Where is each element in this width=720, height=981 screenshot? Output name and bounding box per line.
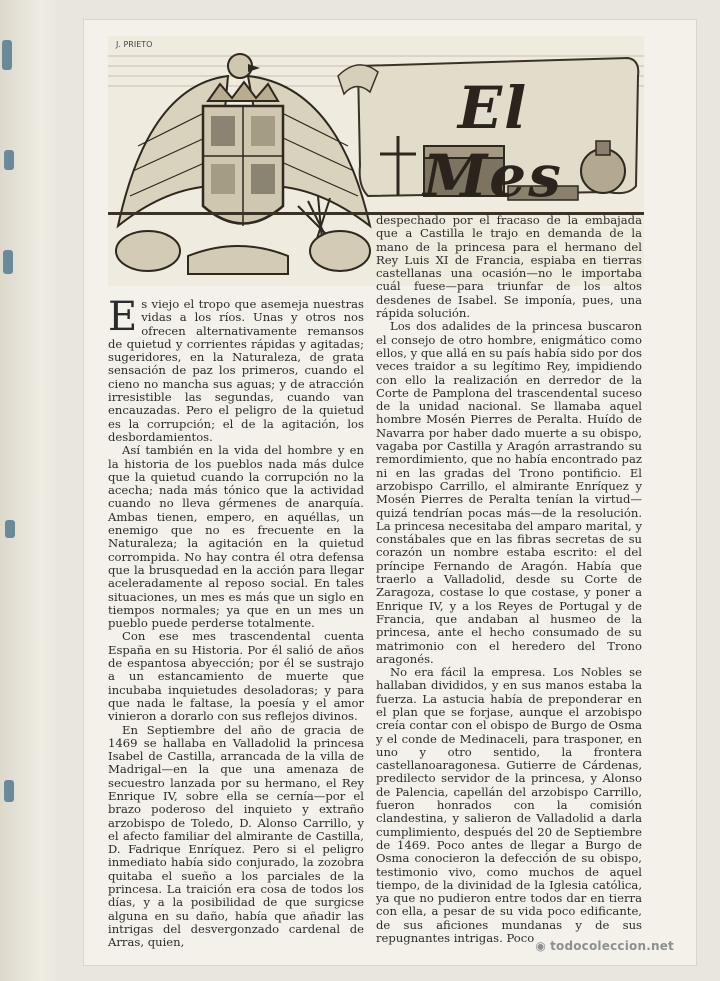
paragraph: Así también en la vida del hombre y en la historia de los pueblos nada más dulce que la quietud cuando la corrupción no la acecha; nada más tónico que la actividad cuando no lleva gérmenes de anarquía. Ambas tienen, empero, en aquéllas, un enemigo que no es frecuente en la Naturaleza; la agitación en la quietud corrompida. No hay contra él otra defensa que la brusquedad en la acción para llegar aceleradamente al reposo social. En tales situaciones, un mes es más que un siglo en tiempos normales; ya que en un mes un pueblo puede perderse totalmente. [108, 443, 364, 631]
artist-signature: J. PRIETO [116, 40, 153, 49]
camera-icon: ◉ [535, 939, 547, 953]
header-title: El Mes [423, 74, 563, 210]
magazine-page [84, 20, 696, 965]
paragraph: Con ese mes trascendental cuenta España en su Historia. Por él salió de años de espantosa abyección; por él se sustrajo a un estancamiento de muerte que incubaba inquietudes desoladoras; y para que nada le faltase, la poesía y el amor vinieron a dorarlo con sus reflejos divinos. [108, 629, 364, 724]
watermark-text: todocoleccion.net [550, 939, 674, 953]
edge-stain [5, 520, 15, 538]
paragraph: despechado por el fracaso de la embajada que a Castilla le trajo en demanda de la mano de la princesa para el hermano del Rey Luis XI de Francia, espiaba en tierras castellanas una ocasión—no le importaba cuál fuese—para triunfar de los altos desdenes de Isabel. Se imponía, pues, una rápida solución. [376, 213, 642, 321]
adjacent-page-edge [0, 0, 60, 981]
paragraph: En Septiembre del año de gracia de 1469 se hallaba en Valladolid la princesa Isabel de Castilla, arrancada de la villa de Madrigal—en la que una amenaza de secuestro lanzada por su hermano, el Rey Enrique IV, sobre ella se cernía—por el brazo poderoso del inquieto y extraño arzobispo de Toledo, D. Alonso Carrillo, y el afecto familiar del almirante de Castilla, D. Fadrique Enríquez. Pero si el peligro inmediato había sido conjurado, la zozobra quitaba el sueño a los parciales de la princesa. La traición era cosa de todos los días, y a la posibilidad de que surgicse alguna en su daño, había que añadir las intrigas del desvergonzado cardenal de Arras, quien, [108, 722, 364, 950]
paragraph: No era fácil la empresa. Los Nobles se hallaban divididos, y en sus manos estaba la fuerza. La astucia había de preponderar en el plan que se forjase, aunque el arzobispo creía contar con el obispo de Burgo de Osma y el conde de Medinaceli, para trasponer, en uno y otro sentido, la frontera castellanoaragonesa. Gutierre de Cárdenas, predilecto servidor de la princesa, y Alonso de Palencia, capellán del arzobispo Carrillo, fueron honrados con la comisión clandestina, y salieron de Valladolid a darla cumplimiento, después del 20 de Septiembre de 1469. Poco antes de llegar a Burgo de Osma conocieron la defección de su obispo, testimonio vivo, como muchos de aquel tiempo, de la divinidad de la Iglesia católica, ya que no pudieron entre todos dar en tierra con ella, a pesar de su vida poco edificante, de sus aficiones mundanas y de sus repugnantes intrigas. Poco [376, 665, 642, 946]
edge-stain [3, 250, 13, 274]
paragraph: Es viejo el tropo que asemeja nuestras vidas a los ríos. Unas y otros nos ofrecen alternativamente remansos de quietud y corrientes rápidas y agitadas; sugeridores, en la Naturaleza, de grata sensación de paz los primeros, cuando el cieno no mancha sus aguas; y de atracción irresistible las segundas, cuando van encauzadas. Pero el peligro de la quietud es la corrupción; el de la agitación, los desbordamientos. [108, 294, 364, 444]
paragraph: Los dos adalides de la princesa buscaron el consejo de otro hombre, enigmático como ellos, y que allá en su país había sido por dos veces traidor a su legítimo Rey, impidiendo con ello la realización en derredor de la Corte de Pamplona del trascendental suceso de la unidad nacional. Se llamaba aquel hombre Mosén Pierres de Peralta. Huído de Navarra por haber dado muerte a su obispo, vagaba por Castilla y Aragón arrastrando su remordimiento, que no había encontrado paz ni en las gradas del Trono pontificio. El arzobispo Carrillo, el almirante Enríquez y Mosén Pierres de Peralta tenían la virtud—quizá tendrían pocas más—de la resolución. La princesa necesitaba del amparo marital, y constábales que en las fibras secretas de su corazón un nombre estaba escrito: el del príncipe Fernando de Aragón. Había que traerlo a Valladolid, desde su Corte de Zaragoza, costase lo que costase, y poner a Enrique IV, y a los Reyes de Portugal y de Francia, que andaban al husmeo de la princesa, ante el hecho consumado de su matrimonio con el heredero del Trono aragonés. [376, 319, 642, 666]
drop-cap: E [108, 294, 138, 340]
edge-stain [4, 780, 14, 802]
left-text-column [108, 294, 364, 950]
edge-stain [2, 40, 12, 70]
watermark [535, 939, 674, 953]
right-text-column [376, 214, 642, 945]
edge-stain [4, 150, 14, 170]
